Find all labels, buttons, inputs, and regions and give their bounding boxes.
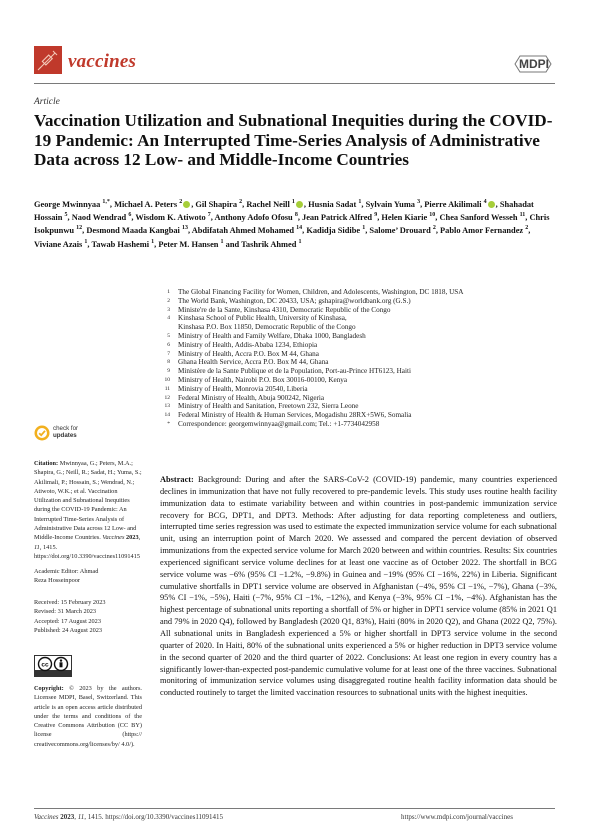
affiliation-text: Ministry of Health and Sanitation, Freetown 232, Sierra Leone <box>178 402 359 411</box>
footer-journal-url[interactable]: https://www.mdpi.com/journal/vaccines <box>401 813 513 821</box>
affiliation-text: Correspondence: georgemwinnyaa@gmail.com; Tel.: +1-7734042958 <box>178 419 380 428</box>
affiliation-text: Ministry of Health and Family Welfare, Dhaka 1000, Bangladesh <box>178 331 366 340</box>
affiliation-text: Federal Ministry of Health, Abuja 900242, Nigeria <box>178 393 325 402</box>
academic-editor: Academic Editor: Ahmad Reza Hosseinpoor <box>34 568 99 585</box>
affiliation-item <box>160 332 560 341</box>
affiliation-number: 10 <box>164 376 170 383</box>
affiliation-item <box>160 306 560 315</box>
affiliation-number: 4 <box>167 315 170 322</box>
affiliation-text: Ministe're de la Sante, Kinshasa 4310, Democratic Republic of the Congo <box>178 305 391 314</box>
footer-citation: Vaccines 2023, 11, 1415. https://doi.org/10.3390/vaccines11091415 <box>34 813 224 821</box>
affiliation-item <box>160 376 560 385</box>
affiliation-text: Ministry of Health, Addis-Ababa 1234, Ethiopia <box>178 340 318 349</box>
affiliations-list <box>160 288 560 429</box>
affiliation-text: Ministry of Health, Nairobi P.O. Box 30016-00100, Kenya <box>178 375 348 384</box>
affiliation-item <box>160 394 560 403</box>
header-divider <box>34 83 555 84</box>
journal-name[interactable]: vaccines <box>68 51 137 72</box>
publication-dates: Received: 15 February 2023 Revised: 31 March 2023 Accepted: 17 August 2023 Published: 24 August 2023 <box>34 599 106 634</box>
affiliation-number: 3 <box>167 306 170 313</box>
affiliation-item <box>160 350 560 359</box>
affiliation-item <box>160 297 560 306</box>
affiliation-item <box>160 323 560 332</box>
affiliation-item <box>160 385 560 394</box>
affiliation-text: Kinshasa School of Public Health, University of Kinshasa, <box>178 314 347 323</box>
article-type: Article <box>34 97 60 107</box>
mdpi-logo-text: MDPI <box>519 57 549 71</box>
orcid-icon[interactable] <box>488 201 495 208</box>
affiliation-item <box>160 358 560 367</box>
affiliation-number: 13 <box>164 403 170 410</box>
affiliation-text: Ministry of Health, Accra P.O. Box M 44, Ghana <box>178 349 319 358</box>
affiliation-number: 12 <box>164 394 170 401</box>
affiliation-number: 6 <box>167 341 170 348</box>
check-for-updates-button[interactable] <box>34 424 104 444</box>
affiliation-number: 5 <box>167 332 170 339</box>
affiliation-item <box>160 314 560 323</box>
affiliation-text: The World Bank, Washington, DC 20433, USA; gshapira@worldbank.org (G.S.) <box>178 296 411 305</box>
mdpi-logo[interactable] <box>513 55 553 73</box>
affiliation-item <box>160 420 560 429</box>
affiliation-number: 9 <box>167 368 170 375</box>
orcid-icon[interactable] <box>183 201 190 208</box>
affiliation-item <box>160 288 560 297</box>
affiliation-item <box>160 411 560 420</box>
affiliation-text: Ministère de la Sante Publique et de la Population, Port-au-Prince HT6123, Haiti <box>178 367 411 376</box>
citation-block: Citation: Mwinnyaa, G.; Peters, M.A.; Shapira, G.; Neill, R.; Sadat, H.; Yuma, S.; Akilimali, P.; Hossain, S.; Wendrad, N.; Atiwoto, W.K.; et al. Vaccination Utilization and Subnational Inequities during the COVID-19 Pandemic: An Interrupted Time-Series Analysis of Administrative Data across 12 Low- and Middle-Income Countries. Vaccines 2023, 11, 1415. https://doi.org/10.3390/vaccines11091415 <box>34 460 142 560</box>
author-list: George Mwinnyaa $^{1,*}$, Michael A. Peters $^2$ , Gil Shapira $^2$, Rachel Neill $^1$ , Husnia Sadat $^1$, Sylvain Yuma $^3$, Pierre Akilimali $^4$ , Shahadat Hossain $^5$, Naod Wendrad $^6$, Wisdom K. Atiwoto $^7$, Anthony Adofo Ofosu $^8$, Jean Patrick Alfred $^9$, Helen Kiarie $^{10}$, Chea Sanford Wesseh $^{11}$, Chris Isokpunwu $^{12}$, Desmond Maada Kangbai $^{13}$, Abdifatah Ahmed Mohamed $^{14}$, Kadidja Sidibe $^1$, Salome’ Drouard $^2$, Pablo Amor Fernandez $^2$, Viviane Azais $^1$, Tawab Hashemi $^1$, Peter M. Hansen $^1$ and Tashrik Ahmed $^1$ <box>34 199 550 249</box>
check-updates-icon <box>34 425 50 441</box>
affiliation-number: 2 <box>167 297 170 304</box>
affiliation-number: 11 <box>164 385 170 392</box>
orcid-icon[interactable] <box>296 201 303 208</box>
affiliation-text: Kinshasa P.O. Box 11850, Democratic Republic of the Congo <box>178 323 356 332</box>
affiliation-item <box>160 367 560 376</box>
footer-divider <box>34 808 555 809</box>
affiliation-number: 8 <box>167 359 170 366</box>
affiliation-number: 1 <box>167 289 170 295</box>
affiliation-item <box>160 341 560 350</box>
copyright-notice: Copyright: © 2023 by the authors. Licensee MDPI, Basel, Switzerland. This article is an open access article distributed under the terms and conditions of the Creative Commons Attribution (CC BY) license (https:// creativecommons.org/licenses/by/ 4.0/). <box>34 685 142 748</box>
article-title: Vaccination Utilization and Subnational Inequities during the COVID-19 Pandemic: An Interrupted Time-Series Analysis of Administrative Data across 12 Low- and Middle-Income Countries <box>34 111 553 169</box>
svg-text:cc: cc <box>41 661 49 669</box>
affiliation-number: 14 <box>164 412 170 419</box>
affiliation-text: Ministry of Health, Monrovia 20540, Liberia <box>178 384 308 393</box>
affiliation-text: Ghana Health Service, Accra P.O. Box M 44, Ghana <box>178 358 329 367</box>
journal-logo-icon <box>34 46 62 74</box>
abstract: Abstract: Background: During and after the SARS-CoV-2 (COVID-19) pandemic, many countries experienced declines in immunization that have not fully recovered to pre-pandemic levels. This study uses routine health facility immunization data to estimate variability between and within countries in post-pandemic immunization service recovery for BCG, DPT1, and DPT3. Methods: After adjusting for data reporting completeness and outliers, interrupted time series regression was used to estimate the expected immunization service volume for each subnational unit, using an interruption point of March 2020. We assessed and compared the percent deviation of observed immunizations from the expected service volume for March 2020 between and within countries. Results: Six countries experienced significant service volume declines for at least one vaccine as of October 2022. The shortfall in BCG service volume was −6% (95% CI −1.2%, −9.8%) in Guinea and −19% (95% CI −16%, 22%) in Liberia. Significant cumulative shortfalls in DPT1 service volume are observed in Afghanistan (−4%, 95% CI −1%, −7%), Ghana (−3%, 95% CI −1%, −5%), Haiti (−7%, 95% CI −1%, −12%), and Kenya (−3%, 95% CI −1%, −4%). Afghanistan has the highest percentage of subnational units reporting a shortfall of 5% or higher in DPT1 service volume (85% in 2021 Q1 and 79% in 2020 Q4), followed by Bangladesh (2020 Q1, 83%), Haiti (80% in 2020 Q2), and Ghana (2022 Q2, 75%). All subnational units in Bangladesh experienced a 5% or higher shortfall in DPT3 service volume in the second quarter of 2020. In Haiti, 80% of the subnational units experienced a 5% or higher reduction in DPT3 service volume in the second quarter of 2020 and the third quarter of 2022. Conclusions: At least one region in every country has a significantly lower-than-expected post-pandemic cumulative volume for at least one of the three vaccines. Subnational monitoring of immunization service volumes using disaggregated routine health facility information data should be conducted routinely to target the limited vaccination resources to subnational units with the highest inequities. <box>160 475 557 698</box>
check-updates-line1: check for <box>53 425 79 432</box>
affiliation-text: Federal Ministry of Health & Human Services, Mogadishu 28RX+5W6, Somalia <box>178 411 412 420</box>
affiliation-item <box>160 402 560 411</box>
cc-by-license-icon[interactable] <box>34 655 72 681</box>
affiliation-text: The Global Financing Facility for Women, Children, and Adolescents, Washington, DC 1818, USA <box>178 288 464 296</box>
affiliation-number: 7 <box>167 350 170 357</box>
affiliation-number: * <box>167 420 170 427</box>
check-updates-line2: updates <box>53 432 77 439</box>
